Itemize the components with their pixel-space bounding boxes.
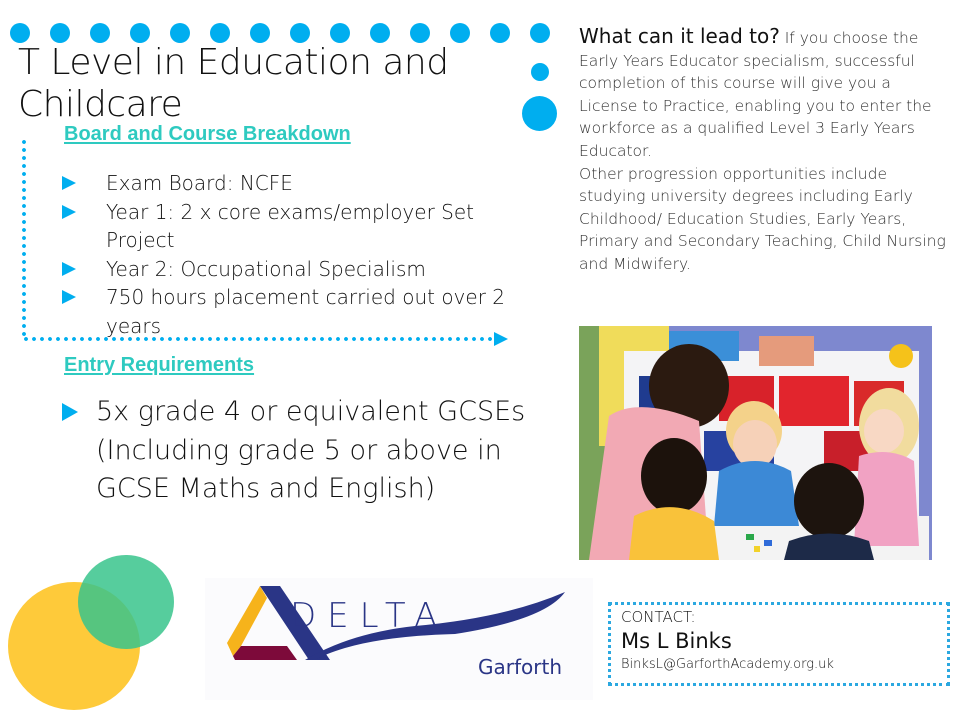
contact-label: CONTACT: — [621, 608, 696, 626]
dot-icon — [410, 23, 430, 43]
list-item-text: Year 2: Occupational Specialism — [106, 256, 426, 281]
breakdown-list — [60, 169, 510, 340]
entry-requirement-text: 5x grade 4 or equivalent GCSEs (Including grade 5 or above in GCSE Maths and English) — [96, 396, 526, 504]
list-item — [60, 169, 510, 198]
breakdown-heading: Board and Course Breakdown — [64, 123, 351, 145]
dot-icon — [330, 23, 350, 43]
progression-options: Other progression opportunities include studying university degrees including Early Childhood/ Education Studies, Early Years, Primary and Secondary Teaching, Child Nursing and Midwifery. — [579, 164, 946, 273]
contact-box — [608, 602, 950, 686]
triangle-bullet-icon — [62, 290, 76, 304]
dot-icon — [530, 23, 550, 43]
list-item — [60, 198, 510, 255]
list-item-text: Year 1: 2 x core exams/employer Set Project — [106, 199, 474, 252]
classroom-photo — [579, 326, 932, 560]
list-item-text: 750 hours placement carried out over 2 years — [106, 285, 505, 338]
logo-subtitle: Garforth — [478, 655, 562, 679]
dotted-vertical-line — [22, 138, 26, 340]
contact-email-link[interactable]: BinksL@GarforthAcademy.org.uk — [621, 657, 834, 672]
dot-icon — [50, 23, 70, 43]
dot-icon — [90, 23, 110, 43]
contact-name: Ms L Binks — [621, 629, 732, 653]
dot-icon — [10, 23, 30, 43]
dot-icon — [531, 63, 549, 81]
progression-intro: If you choose the Early Years Educator specialism, successful completion of this course will give you a License to Practice, enabling you to enter the workforce as a qualified Level 3 Early Years Educator. — [579, 29, 932, 160]
triangle-bullet-icon — [62, 176, 76, 190]
progression-heading: What can it lead to? — [579, 24, 780, 48]
triangle-bullet-icon — [62, 205, 76, 219]
list-item — [60, 255, 510, 284]
list-item-text: Exam Board: NCFE — [106, 171, 293, 195]
dot-icon — [370, 23, 390, 43]
dot-icon — [250, 23, 270, 43]
dot-icon — [130, 23, 150, 43]
entry-heading: Entry Requirements — [64, 354, 255, 376]
list-item — [60, 283, 510, 340]
triangle-bullet-icon — [62, 262, 76, 276]
dot-icon — [522, 96, 557, 131]
logo-wordmark: DELTA — [290, 596, 449, 636]
dot-icon — [290, 23, 310, 43]
photo-illustration — [579, 326, 932, 560]
progression-info — [579, 25, 949, 276]
page-title — [18, 42, 498, 126]
dot-icon — [450, 23, 470, 43]
title-line-2: Childcare — [18, 84, 183, 125]
triangle-bullet-icon — [62, 403, 78, 421]
dot-icon — [490, 23, 510, 43]
dot-icon — [170, 23, 190, 43]
green-circle-decoration — [78, 555, 174, 649]
title-line-1: T Level in Education and — [18, 42, 449, 83]
entry-requirement — [60, 393, 540, 509]
dot-icon — [210, 23, 230, 43]
